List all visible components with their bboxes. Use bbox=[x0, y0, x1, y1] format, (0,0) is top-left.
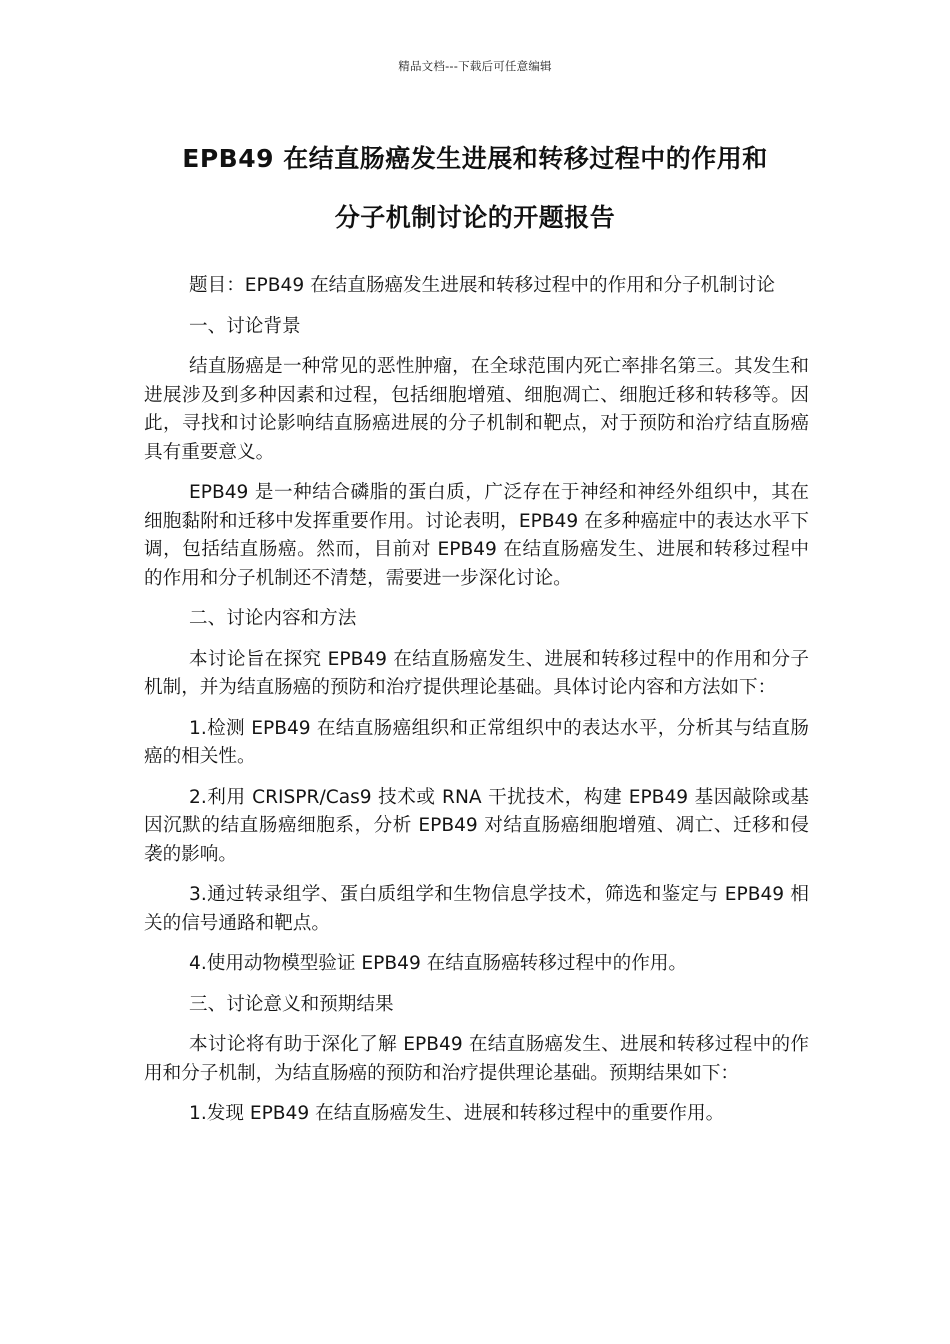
background-paragraph-1: 结直肠癌是一种常见的恶性肿瘤，在全球范围内死亡率排名第三。其发生和进展涉及到多种因素和过程，包括细胞增殖、细胞凋亡、细胞迁移和转移等。因此，寻找和讨论影响结直肠癌进展的分子机制和靶点，对于预防和治疗结直肠癌具有重要意义。 bbox=[144, 356, 809, 463]
section-heading-significance: 三、讨论意义和预期结果 bbox=[189, 993, 394, 1015]
section-heading-content-methods: 二、讨论内容和方法 bbox=[189, 608, 357, 629]
method-item-3: 3.通过转录组学、蛋白质组学和生物信息学技术，筛选和鉴定与 EPB49 相关的信号通路和靶点。 bbox=[144, 884, 809, 934]
background-paragraph-2: EPB49 是一种结合磷脂的蛋白质，广泛存在于神经和神经外组织中，其在细胞黏附和迁移中发挥重要作用。讨论表明，EPB49 在多种癌症中的表达水平下调，包括结直肠癌。然而，目前对 EPB49 在结直肠癌发生、进展和转移过程中的作用和分子机制还不清楚，需要进一步深化讨论。 bbox=[144, 482, 809, 589]
topic-paragraph: 题目：EPB49 在结直肠癌发生进展和转移过程中的作用和分子机制讨论 bbox=[189, 275, 775, 296]
header-note: 精品文档---下载后可任意编辑 bbox=[398, 59, 552, 73]
method-item-2: 2.利用 CRISPR/Cas9 技术或 RNA 干扰技术，构建 EPB49 基因敲除或基因沉默的结直肠癌细胞系，分析 EPB49 对结直肠癌细胞增殖、凋亡、迁移和侵袭的影响。 bbox=[144, 786, 809, 865]
document-body bbox=[144, 272, 809, 1141]
section-heading-background: 一、讨论背景 bbox=[189, 315, 301, 337]
expected-result-item-1: 1.发现 EPB49 在结直肠癌发生、进展和转移过程中的重要作用。 bbox=[189, 1103, 725, 1124]
method-item-1: 1.检测 EPB49 在结直肠癌组织和正常组织中的表达水平，分析其与结直肠癌的相关性。 bbox=[144, 717, 809, 767]
method-item-4: 4.使用动物模型验证 EPB49 在结直肠癌转移过程中的作用。 bbox=[189, 953, 688, 974]
methods-intro-paragraph: 本讨论旨在探究 EPB49 在结直肠癌发生、进展和转移过程中的作用和分子机制，并为结直肠癌的预防和治疗提供理论基础。具体讨论内容和方法如下： bbox=[144, 648, 809, 698]
document-title-line-1: EPB49 在结直肠癌发生进展和转移过程中的作用和 bbox=[182, 144, 768, 173]
document-title-line-2: 分子机制讨论的开题报告 bbox=[334, 203, 616, 232]
significance-paragraph: 本讨论将有助于深化了解 EPB49 在结直肠癌发生、进展和转移过程中的作用和分子机制，为结直肠癌的预防和治疗提供理论基础。预期结果如下： bbox=[144, 1034, 809, 1084]
